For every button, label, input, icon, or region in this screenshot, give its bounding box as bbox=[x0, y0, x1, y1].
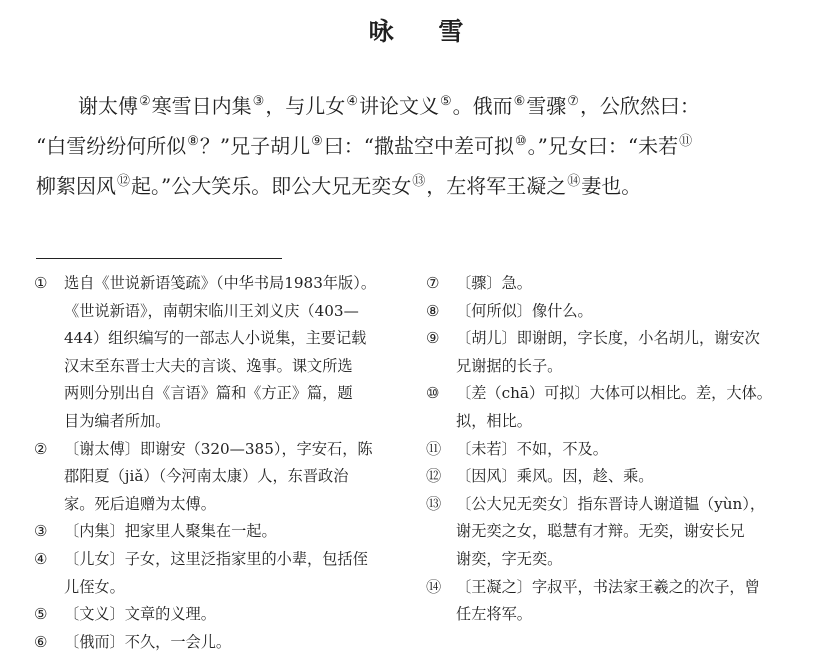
main-text bbox=[36, 86, 800, 206]
text-segment: 。”兄女曰：“未若 bbox=[527, 134, 679, 158]
footnote-marker[interactable]: ⑧ bbox=[187, 134, 199, 150]
footnote-item bbox=[426, 298, 800, 326]
footnote-text: 〔谢太傅〕即谢安（320—385），字安石，陈 郡阳夏（jiǎ）（今河南太康）人，东晋政治 家。死后追赠为太傅。 bbox=[64, 439, 373, 513]
footnote-number: ⑤ bbox=[34, 605, 48, 624]
footnote-item bbox=[34, 546, 396, 601]
page-title: 咏 雪 bbox=[368, 17, 482, 46]
footnote-number: ⑩ bbox=[426, 384, 440, 403]
footnote-number: ⑦ bbox=[426, 274, 440, 292]
footnotes-left bbox=[34, 270, 396, 656]
footnote-text: 〔公大兄无奕女〕指东晋诗人谢道韫（yùn）， 谢无奕之女，聪慧有才辩。无奕，谢安长兄 谢奕，字无奕。 bbox=[456, 494, 766, 568]
footnote-text: 〔王凝之〕字叔平，书法家王羲之的次子，曾 任左将军。 bbox=[456, 577, 760, 624]
text-line bbox=[36, 166, 800, 206]
text-segment: “白雪纷纷何所似 bbox=[36, 134, 187, 158]
footnote-marker[interactable]: ④ bbox=[346, 94, 358, 110]
text-segment: 起。”公大笑乐。即公大兄无奕女 bbox=[131, 174, 412, 198]
footnote-text: 〔未若〕不如，不及。 bbox=[456, 439, 608, 458]
footnote-number: ① bbox=[34, 274, 48, 292]
footnote-text: 〔差（chā）可拟〕大体可以相比。差，大体。 拟，相比。 bbox=[456, 384, 772, 430]
text-segment: ，与儿女 bbox=[265, 94, 346, 118]
text-line bbox=[36, 126, 800, 166]
footnote-marker[interactable]: ⑨ bbox=[311, 134, 323, 150]
footnote-number: ⑨ bbox=[426, 329, 440, 348]
footnote-marker[interactable]: ⑩ bbox=[515, 134, 527, 150]
text-segment: 曰：“撒盐空中差可拟 bbox=[323, 134, 515, 158]
footnote-marker[interactable]: ⑥ bbox=[513, 94, 526, 110]
footnote-number: ⑫ bbox=[426, 467, 442, 486]
footnote-divider bbox=[36, 258, 282, 259]
footnote-text: 〔俄而〕不久，一会儿。 bbox=[64, 632, 232, 651]
text-segment: ，左将军王凝之 bbox=[426, 174, 567, 198]
footnote-item bbox=[34, 601, 396, 629]
footnote-text: 〔儿女〕子女，这里泛指家里的小辈，包括侄 儿侄女。 bbox=[64, 549, 368, 596]
footnote-text: 〔骤〕急。 bbox=[456, 274, 532, 292]
footnote-marker[interactable]: ⑦ bbox=[567, 94, 579, 110]
footnote-item bbox=[426, 574, 800, 629]
footnote-number: ⑭ bbox=[426, 577, 442, 596]
text-segment: 。俄而 bbox=[452, 94, 513, 118]
text-segment: 寒雪日内集 bbox=[151, 94, 252, 118]
footnote-marker[interactable]: ② bbox=[139, 94, 151, 110]
text-segment: 雪骤 bbox=[526, 94, 567, 118]
footnote-number: ④ bbox=[34, 549, 48, 568]
text-segment: ，公欣然曰： bbox=[579, 94, 700, 118]
text-segment: ？”兄子胡儿 bbox=[199, 134, 311, 158]
footnote-item bbox=[426, 436, 800, 464]
footnote-text: 〔因风〕乘风。因，趁、乘。 bbox=[456, 467, 654, 486]
footnote-text: 〔文义〕文章的义理。 bbox=[64, 605, 216, 624]
footnote-text: 〔胡儿〕即谢朗，字长度，小名胡儿，谢安次 兄谢据的长子。 bbox=[456, 329, 760, 375]
footnote-marker[interactable]: ③ bbox=[252, 94, 265, 110]
text-segment: 谢太傅 bbox=[78, 94, 138, 118]
footnote-item bbox=[426, 325, 800, 380]
footnote-item bbox=[34, 270, 396, 436]
footnote-item bbox=[426, 463, 800, 491]
text-line bbox=[36, 86, 800, 126]
footnote-item bbox=[34, 436, 396, 519]
text-segment: 讲论文义 bbox=[358, 94, 439, 118]
text-segment: 柳絮因风 bbox=[36, 174, 116, 198]
footnote-text: 〔何所似〕像什么。 bbox=[456, 301, 593, 320]
footnote-item bbox=[34, 629, 396, 657]
footnote-marker[interactable]: ⑪ bbox=[679, 134, 693, 150]
footnote-item bbox=[426, 270, 800, 298]
footnote-number: ② bbox=[34, 439, 48, 458]
footnote-marker[interactable]: ⑬ bbox=[412, 174, 426, 190]
footnote-number: ⑥ bbox=[34, 632, 48, 651]
footnote-text: 〔内集〕把家里人聚集在一起。 bbox=[64, 522, 277, 541]
footnote-number: ⑪ bbox=[426, 439, 442, 458]
footnotes-right bbox=[426, 270, 800, 629]
footnote-item bbox=[34, 518, 396, 546]
text-segment: 妻也。 bbox=[581, 174, 642, 198]
footnote-marker[interactable]: ⑤ bbox=[439, 94, 452, 110]
footnote-item bbox=[426, 491, 800, 574]
footnote-item bbox=[426, 380, 800, 435]
footnote-marker[interactable]: ⑭ bbox=[567, 174, 581, 190]
footnote-number: ⑧ bbox=[426, 301, 440, 320]
footnote-number: ③ bbox=[34, 522, 48, 541]
footnote-text: 选自《世说新语笺疏》（中华书局1983年版）。 《世说新语》，南朝宋临川王刘义庆（403— 444）组织编写的一部志人小说集，主要记载 汉末至东晋士大夫的言谈、逸事。课文所选 两则分别出自《言语》篇和《方正》篇，题 目为编者所加。 bbox=[64, 274, 377, 430]
footnote-number: ⑬ bbox=[426, 494, 442, 513]
footnote-marker[interactable]: ⑫ bbox=[117, 174, 131, 190]
